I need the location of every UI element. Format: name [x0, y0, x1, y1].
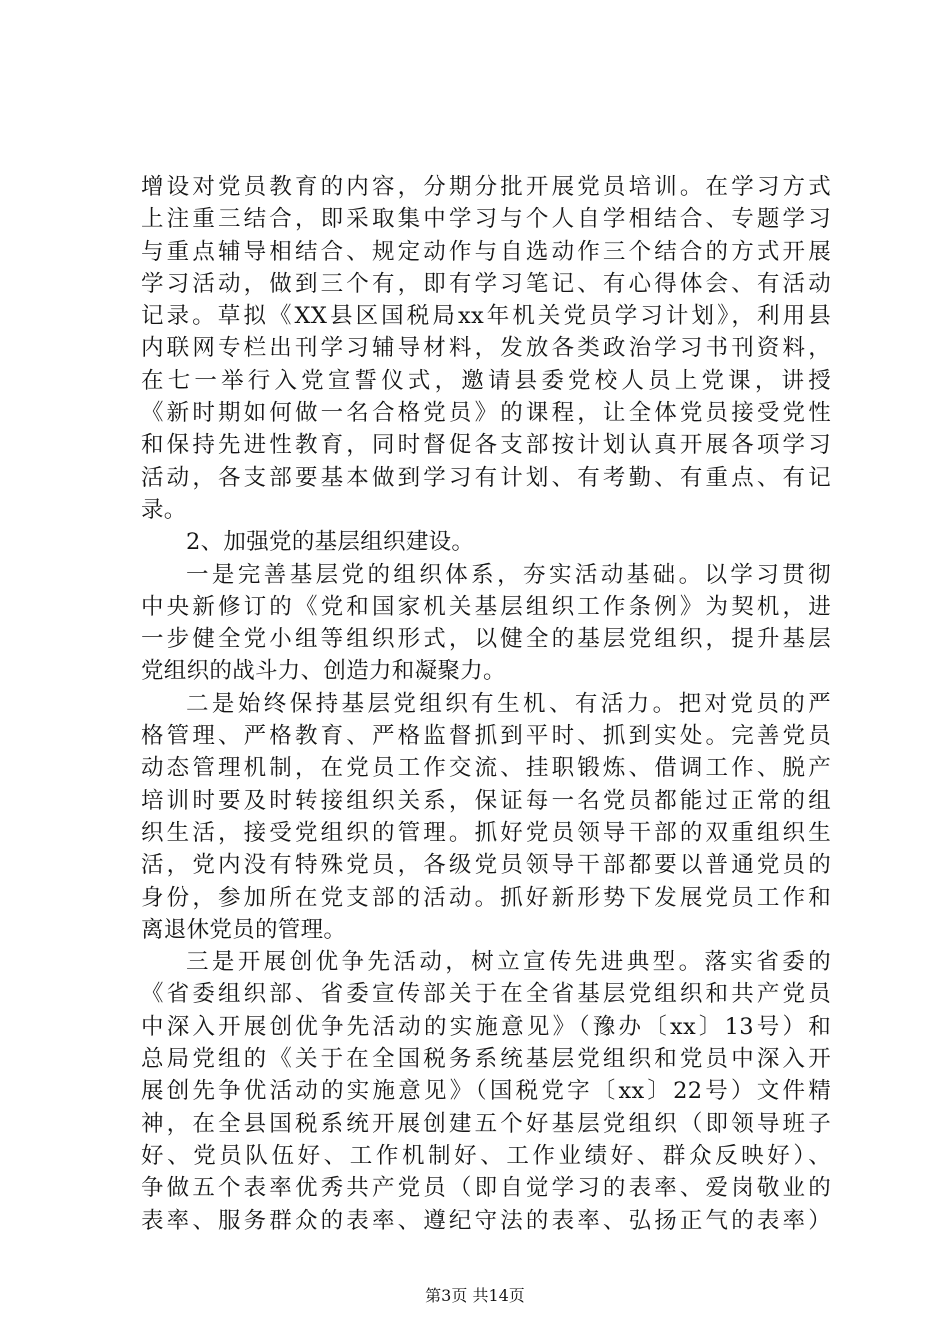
text-line: 二是始终保持基层党组织有生机、有活力。把对党员的严	[186, 690, 831, 717]
text-line: 内联网专栏出刊学习辅导材料，发放各类政治学习书刊资料，	[141, 335, 831, 362]
text-line: 织生活，接受党组织的管理。抓好党员领导干部的双重组织生	[141, 819, 831, 846]
text-line: 上注重三结合，即采取集中学习与个人自学相结合、专题学习	[141, 206, 831, 233]
text-line: 《新时期如何做一名合格党员》的课程，让全体党员接受党性	[141, 400, 831, 427]
text-line: 活动，各支部要基本做到学习有计划、有考勤、有重点、有记	[141, 464, 831, 491]
text-line: 在七一举行入党宣誓仪式，邀请县委党校人员上党课，讲授	[141, 367, 831, 394]
text-line: 与重点辅导相结合、规定动作与自选动作三个结合的方式开展	[141, 238, 831, 265]
text-line: 培训时要及时转接组织关系，保证每一名党员都能过正常的组	[141, 787, 831, 814]
text-line: 离退休党员的管理。	[141, 916, 347, 943]
text-line: 神，在全县国税系统开展创建五个好基层党组织（即领导班子	[141, 1110, 831, 1137]
text-line: 好、党员队伍好、工作机制好、工作业绩好、群众反映好）、	[141, 1142, 831, 1169]
text-line: 一步健全党小组等组织形式，以健全的基层党组织，提升基层	[141, 626, 831, 653]
text-line: 党组织的战斗力、创造力和凝聚力。	[141, 658, 506, 685]
text-line: 格管理、严格教育、严格监督抓到平时、抓到实处。完善党员	[141, 723, 831, 750]
text-line: 身份，参加所在党支部的活动。抓好新形势下发展党员工作和	[141, 884, 831, 911]
text-line: 动态管理机制，在党员工作交流、挂职锻炼、借调工作、脱产	[141, 755, 831, 782]
section-heading: 2、加强党的基层组织建设。	[186, 529, 475, 556]
text-line: 争做五个表率优秀共产党员（即自觉学习的表率、爱岗敬业的	[141, 1175, 831, 1202]
text-line: 一是完善基层党的组织体系，夯实活动基础。以学习贯彻	[186, 561, 831, 588]
page-number-footer: 第3页 共14页	[425, 1286, 525, 1305]
text-line: 增设对党员教育的内容，分期分批开展党员培训。在学习方式	[141, 174, 831, 200]
text-line: 总局党组的《关于在全国税务系统基层党组织和党员中深入开	[141, 1046, 831, 1073]
text-line: 展创先争优活动的实施意见》（国税党字〔xx〕22号）文件精	[141, 1078, 831, 1105]
text-line: 中深入开展创优争先活动的实施意见》（豫办〔xx〕13号）和	[141, 1013, 831, 1040]
text-line: 中央新修订的《党和国家机关基层组织工作条例》为契机，进	[141, 593, 831, 620]
text-line: 记录。草拟《XX县区国税局xx年机关党员学习计划》，利用县	[141, 303, 831, 330]
text-line: 学习活动，做到三个有，即有学习笔记、有心得体会、有活动	[141, 270, 831, 297]
text-line: 表率、服务群众的表率、遵纪守法的表率、弘扬正气的表率）	[141, 1207, 831, 1234]
document-body	[141, 171, 831, 1237]
text-line: 《省委组织部、省委宣传部关于在全省基层党组织和共产党员	[141, 981, 831, 1008]
text-line: 三是开展创优争先活动，树立宣传先进典型。落实省委的	[186, 949, 831, 976]
text-line: 录。	[141, 496, 187, 523]
text-line: 和保持先进性教育，同时督促各支部按计划认真开展各项学习	[141, 432, 831, 459]
text-line: 活，党内没有特殊党员，各级党员领导干部都要以普通党员的	[141, 852, 831, 879]
